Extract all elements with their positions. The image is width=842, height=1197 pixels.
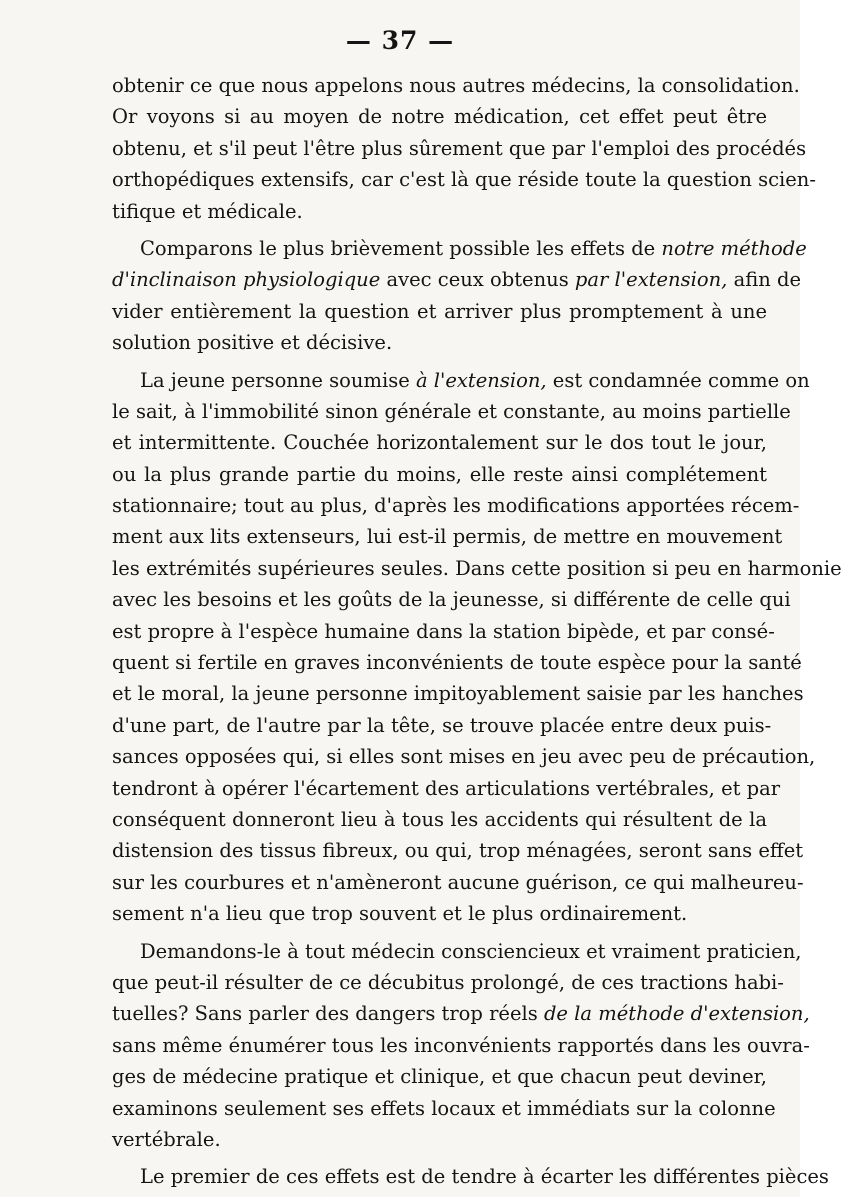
- text-line: ges de médecine pratique et clinique, et que chacun peut deviner,: [112, 1065, 767, 1089]
- text-line: solution positive et décisive.: [112, 331, 393, 355]
- text-run: afin de: [727, 268, 801, 292]
- text-line: [112, 264, 801, 295]
- text-line: ment aux lits extenseurs, lui est-il permis, de mettre en mouvement: [112, 525, 783, 549]
- paragraph: [112, 936, 810, 1156]
- text-line: les extrémités supérieures seules. Dans cette position si peu en harmonie: [112, 556, 842, 580]
- text-line: [112, 365, 810, 396]
- text-line: examinons seulement ses effets locaux et immédiats sur la colonne: [112, 1096, 776, 1120]
- text-line: ou la plus grande partie du moins, elle reste ainsi complétement: [112, 462, 767, 486]
- text-line: distension des tissus fibreux, ou qui, trop ménagées, seront sans effet: [112, 839, 804, 863]
- paragraph: [112, 233, 807, 359]
- body-text: [112, 70, 842, 1193]
- text-line: sances opposées qui, si elles sont mises en jeu avec peu de précaution,: [112, 745, 816, 769]
- text-line: Le premier de ces effets est de tendre à écarter les différentes pièces: [140, 1165, 829, 1189]
- paragraph: [112, 1161, 829, 1192]
- text-line: obtenu, et s'il peut l'être plus sûrement que par l'emploi des procédés: [112, 136, 807, 160]
- text-line: [112, 233, 807, 264]
- text-line: Or voyons si au moyen de notre médication, cet effet peut être: [112, 105, 767, 129]
- text-line: et intermittente. Couchée horizontalement sur le dos tout le jour,: [112, 431, 767, 455]
- text-line: vider entièrement la question et arriver plus promptement à une: [112, 299, 767, 323]
- text-line: et le moral, la jeune personne impitoyablement saisie par les hanches: [112, 682, 804, 706]
- text-line: quent si fertile en graves inconvénients de toute espèce pour la santé: [112, 651, 802, 675]
- text-line: le sait, à l'immobilité sinon générale et constante, au moins partielle: [112, 399, 791, 423]
- text-line: vertébrale.: [112, 1127, 221, 1151]
- italic-text: d'inclinaison physiologique: [112, 268, 381, 292]
- text-run: avec ceux obtenus: [380, 268, 575, 292]
- text-line: orthopédiques extensifs, car c'est là que réside toute la question scien-: [112, 168, 816, 192]
- text-line: [112, 998, 810, 1029]
- text-run: est condamnée comme on: [546, 368, 810, 392]
- text-line: obtenir ce que nous appelons nous autres médecins, la consolidation.: [112, 74, 800, 97]
- paragraph: [112, 365, 842, 930]
- paragraph: [112, 70, 816, 227]
- text-line: stationnaire; tout au plus, d'après les modifications apportées récem-: [112, 494, 800, 518]
- text-run: La jeune personne soumise: [140, 368, 416, 392]
- italic-text: à l'extension,: [415, 368, 547, 392]
- text-line: sans même énumérer tous les inconvénients rapportés dans les ouvra-: [112, 1033, 810, 1057]
- text-line: conséquent donneront lieu à tous les accidents qui résultent de la: [112, 807, 767, 831]
- text-line: sur les courbures et n'amèneront aucune guérison, ce qui malheureu-: [112, 870, 804, 894]
- text-run: Comparons le plus brièvement possible les effets de: [140, 236, 662, 260]
- text-line: avec les besoins et les goûts de la jeunesse, si différente de celle qui: [112, 588, 791, 612]
- text-line: d'une part, de l'autre par la tête, se trouve placée entre deux puis-: [112, 713, 772, 737]
- text-line: que peut-il résulter de ce décubitus prolongé, de ces tractions habi-: [112, 970, 784, 994]
- text-line: est propre à l'espèce humaine dans la station bipède, et par consé-: [112, 619, 775, 643]
- text-run: tuelles? Sans parler des dangers trop réels: [112, 1002, 544, 1026]
- italic-text: de la méthode d'extension,: [543, 1002, 810, 1026]
- italic-text: notre méthode: [661, 236, 807, 260]
- text-line: Demandons-le à tout médecin consciencieux et vraiment praticien,: [140, 939, 802, 963]
- text-line: tendront à opérer l'écartement des articulations vertébrales, et par: [112, 776, 781, 800]
- text-line: sement n'a lieu que trop souvent et le plus ordinairement.: [112, 902, 688, 926]
- page-number: — 37 —: [345, 26, 455, 55]
- italic-text: par l'extension,: [574, 268, 728, 292]
- text-line: tifique et médicale.: [112, 199, 303, 223]
